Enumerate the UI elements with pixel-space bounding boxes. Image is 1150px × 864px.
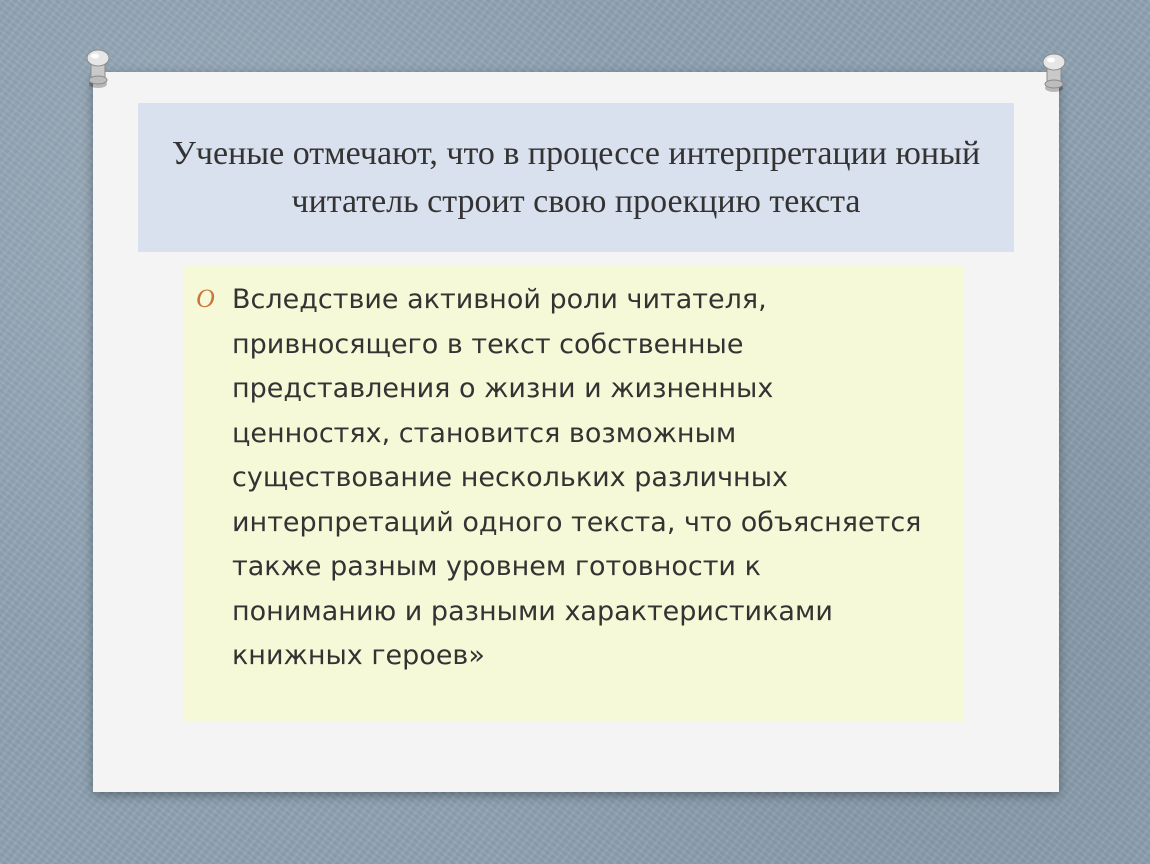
content-box	[184, 266, 964, 722]
pushpin-icon	[78, 44, 118, 92]
title-box	[138, 103, 1014, 252]
slide-title: Ученые отмечают, что в процессе интерпретации юный читатель строит свою проекцию текста	[171, 134, 981, 220]
pushpin-icon	[1034, 48, 1074, 96]
bullet-text: Вследствие активной роли читателя, привносящего в текст собственные представления о жизни и жизненных ценностях, становится возможным существование нескольких различных интерпретаций одного текста, что объясняется также разным уровнем готовности к пониманию и разными характеристиками книжных героев»	[232, 284, 922, 671]
bullet-item	[196, 278, 956, 679]
bullet-marker-icon: O	[196, 284, 215, 313]
